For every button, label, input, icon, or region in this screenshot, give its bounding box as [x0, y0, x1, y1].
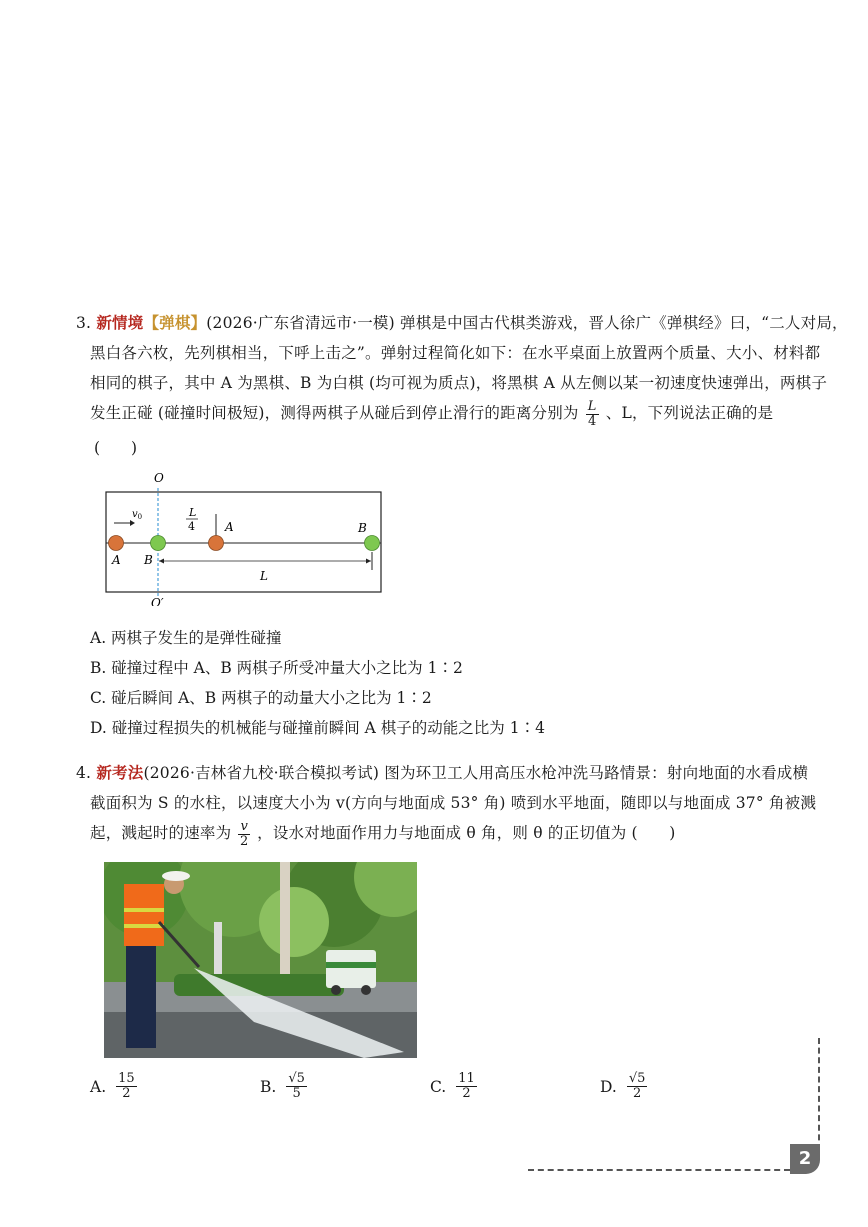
question-4 [76, 758, 817, 849]
label-a-mid: A [225, 520, 234, 534]
page-number: 2 [790, 1144, 820, 1174]
q4-option-d[interactable] [600, 1072, 649, 1101]
q3-line-4 [76, 398, 806, 429]
footer-dashed-horizontal [528, 1169, 790, 1171]
q4-text-line-2: 截面积为 S 的水柱，以速度大小为 v(方向与地面成 53° 角) 喷到水平地面，随即以与地面成 37° 角被溅 [90, 794, 817, 812]
label-l: L [260, 569, 268, 583]
q4-option-b[interactable] [260, 1072, 309, 1101]
q3-tag-new-scenario: 新情境 [96, 313, 144, 332]
label-l4-num: L [189, 506, 197, 519]
q3-text-line-2: 黑白各六枚，先列棋相当，下呼上击之”。弹射过程简化如下：在水平桌面上放置两个质量、大小、材料都 [90, 344, 821, 362]
q4-option-b-letter: B. [260, 1077, 277, 1096]
q3-number: 3. [76, 314, 92, 332]
piece-b-right [365, 536, 380, 551]
q4-option-d-fraction [627, 1072, 648, 1101]
q4-line-3 [76, 818, 806, 849]
q3-frac-den: 4 [587, 413, 597, 429]
piece-a-mid [209, 536, 224, 551]
piece-a-left [109, 536, 124, 551]
label-v0: $v_0$ [132, 509, 143, 521]
q3-option-a[interactable]: A. 两棋子发生的是弹性碰撞 [90, 629, 282, 647]
q4-answer-choices [90, 1072, 790, 1116]
q4-fraction-v-over-2 [238, 820, 250, 849]
q3-option-d[interactable]: D. 碰撞过程损失的机械能与碰撞前瞬间 A 棋子的动能之比为 1∶4 [90, 719, 545, 737]
q3-text-line-4b: 、L，下列说法正确的是 [605, 404, 774, 422]
q4-tag-new-method: 新考法 [96, 763, 144, 782]
label-o: O [154, 471, 164, 485]
question-3 [76, 308, 848, 429]
velocity-arrowhead [130, 520, 135, 526]
q4-option-d-letter: D. [600, 1077, 617, 1096]
q4-line-1 [76, 758, 809, 788]
footer-dashed-vertical [818, 1038, 820, 1150]
street-washing-photo [104, 862, 417, 1058]
q3-frac-num: L [587, 398, 597, 414]
q3-text-line-3: 相同的棋子，其中 A 为黑棋、B 为白棋 (均可视为质点)，将黑棋 A 从左侧以某一初速度快速弹出，两棋子 [90, 374, 828, 392]
label-o-prime: O′ [151, 596, 164, 606]
q4-text-line-3a: 起，溅起时的速率为 [90, 824, 232, 842]
table-top-frame [106, 492, 381, 592]
q4-option-c-fraction [456, 1072, 477, 1101]
q4-text-line-3b: ，设水对地面作用力与地面成 θ 角，则 θ 的正切值为 ( ) [257, 824, 676, 842]
piece-b-left [151, 536, 166, 551]
q4-option-a-fraction [116, 1072, 137, 1101]
distance-l-arrow-right [366, 559, 371, 564]
q4-option-a-den: 2 [122, 1086, 131, 1101]
q4-frac-num: v [240, 818, 248, 834]
q4-option-c-den: 2 [462, 1086, 471, 1101]
q4-option-a[interactable] [90, 1072, 139, 1101]
q3-answer-paren: ( ) [94, 439, 138, 457]
q4-frac-den: 2 [239, 833, 249, 849]
q4-option-a-letter: A. [90, 1077, 107, 1096]
label-a-left: A [112, 553, 121, 567]
q4-option-c-letter: C. [430, 1077, 447, 1096]
q4-option-d-den: 2 [632, 1086, 642, 1101]
q4-option-b-fraction [286, 1072, 307, 1101]
q4-option-a-num: 15 [118, 1071, 135, 1086]
q3-diagram [96, 466, 396, 606]
q3-option-c[interactable]: C. 碰后瞬间 A、B 两棋子的动量大小之比为 1∶2 [90, 689, 432, 707]
q3-fraction-l-over-4 [586, 400, 599, 429]
q4-option-b-num: √5 [288, 1071, 305, 1086]
q4-option-c[interactable] [430, 1072, 479, 1101]
q3-option-b[interactable]: B. 碰撞过程中 A、B 两棋子所受冲量大小之比为 1∶2 [90, 659, 463, 677]
q4-number: 4. [76, 764, 92, 782]
q3-text-line-1: (2026·广东省清远市·一模) 弹棋是中国古代棋类游戏，晋人徐广《弹棋经》曰，“二人对局， [206, 314, 848, 332]
q3-line-1 [76, 308, 848, 338]
label-b-left: B [144, 553, 153, 567]
label-b-right: B [358, 521, 367, 535]
label-l4-den: 4 [188, 520, 195, 533]
q4-option-b-den: 5 [292, 1086, 301, 1101]
distance-l-arrow-left [159, 559, 164, 564]
q4-option-d-num: √5 [628, 1071, 646, 1086]
q4-text-line-1: (2026·吉林省九校·联合模拟考试) 图为环卫工人用高压水枪冲洗马路情景：射向地面的水看成横 [143, 764, 809, 782]
q3-tag-topic: 【弹棋】 [143, 313, 207, 332]
q3-text-line-4a: 发生正碰 (碰撞时间极短)，测得两棋子从碰后到停止滑行的距离分别为 [90, 404, 579, 422]
q4-option-c-num: 11 [458, 1071, 475, 1086]
